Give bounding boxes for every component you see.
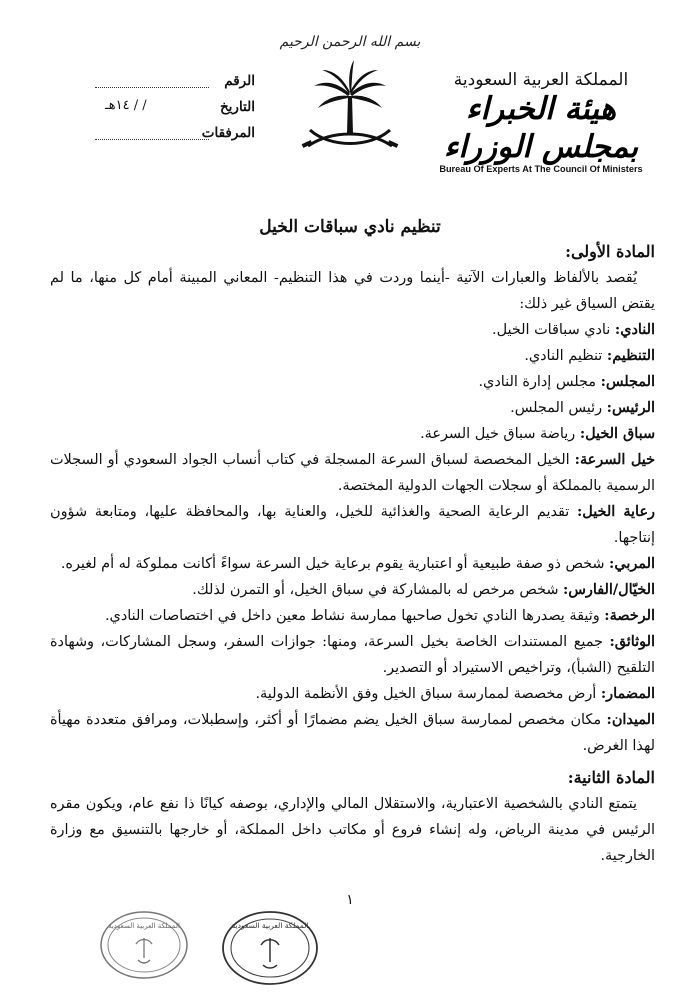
definition-item bbox=[50, 369, 655, 395]
date-label: التاريخ bbox=[219, 99, 255, 115]
palm-and-swords-emblem-icon bbox=[292, 56, 408, 160]
definition-text: شخص ذو صفة طبيعية أو اعتبارية يقوم برعاية خيل السرعة سواءً أكانت مملوكة له أم لغيره. bbox=[60, 556, 610, 572]
definition-term: رعاية الخيل: bbox=[576, 503, 655, 520]
definition-term: خيل السرعة: bbox=[574, 451, 655, 468]
definition-text: أرض مخصصة لممارسة سباق الخيل وفق الأنظمة الدولية. bbox=[255, 686, 601, 702]
definition-term: التنظيم: bbox=[606, 347, 655, 364]
definition-text: تنظيم النادي. bbox=[524, 348, 607, 364]
definition-item bbox=[50, 421, 655, 447]
definition-item bbox=[50, 603, 655, 629]
document-title: تنظيم نادي سباقات الخيل bbox=[259, 217, 441, 237]
definition-item bbox=[50, 447, 655, 499]
article-2-text: يتمتع النادي بالشخصية الاعتبارية، والاستقلال المالي والإداري، بوصفه كيانًا ذا نفع عام، ويكون مقره الرئيس في مدينة الرياض، وله إنشاء فروع أو مكاتب داخل المملكة، أو خارجها بالتنسيق مع وزارة الخارجية. bbox=[50, 796, 655, 864]
document-body bbox=[50, 239, 655, 869]
definition-term: الوثائق: bbox=[609, 633, 655, 650]
definition-item bbox=[50, 577, 655, 603]
attachments-field bbox=[95, 122, 255, 148]
definition-item bbox=[50, 551, 655, 577]
article-1-intro: يُقصد بالألفاظ والعبارات الآتية -أينما وردت في هذا التنظيم- المعاني المبينة أمام كل منها، ما لم يقتض السياق غير ذلك: bbox=[50, 270, 655, 312]
definition-term: الرخصة: bbox=[604, 607, 655, 624]
definition-term: المربي: bbox=[609, 555, 655, 572]
attachments-label: المرفقات bbox=[201, 125, 255, 141]
stamp-text: المملكة العربية السعودية bbox=[231, 921, 309, 930]
dotted-line bbox=[95, 87, 209, 88]
reference-number-label: الرقم bbox=[224, 73, 255, 89]
definition-item bbox=[50, 395, 655, 421]
article-1-heading: المادة الأولى: bbox=[565, 242, 655, 261]
article-2-heading: المادة الثانية: bbox=[567, 768, 655, 787]
stamp-text: المملكة العربية السعودية bbox=[108, 922, 180, 930]
definition-text: شخص مرخص له بالمشاركة في سباق الخيل، أو التمرن لذلك. bbox=[192, 582, 563, 598]
definition-text: رئيس المجلس. bbox=[510, 400, 607, 416]
definition-item bbox=[50, 681, 655, 707]
definition-term: الخيّال/الفارس: bbox=[563, 581, 655, 598]
definition-item bbox=[50, 499, 655, 551]
definition-term: المجلس: bbox=[600, 373, 655, 390]
date-value: / / ١٤هـ bbox=[105, 98, 147, 113]
definition-text: الخيل المخصصة لسباق السرعة المسجلة في كتاب أنساب الجواد السعودي أو السجلات الرسمية بالمملكة أو سجلات الجهات الدولية المختصة. bbox=[50, 452, 655, 494]
date-field bbox=[95, 96, 255, 122]
dotted-line bbox=[95, 139, 209, 140]
definition-text: تقديم الرعاية الصحية والغذائية للخيل، والعناية بها، والمحافظة عليها، ومتابعة شؤون إنتاجها. bbox=[50, 504, 655, 546]
definition-term: المضمار: bbox=[600, 685, 655, 702]
definition-text: نادي سباقات الخيل. bbox=[492, 322, 615, 338]
official-seal-stamp-icon bbox=[220, 908, 320, 988]
bureau-name-english: Bureau Of Experts At The Council Of Ministers bbox=[439, 164, 643, 174]
definition-term: النادي: bbox=[614, 321, 655, 338]
definition-item bbox=[50, 317, 655, 343]
definition-text: مكان مخصص لممارسة سباق الخيل يضم مضمارًا أو أكثر، وإسطبلات، ومرافق متعددة مهيأة لهذا الغرض. bbox=[50, 712, 655, 754]
definition-term: الرئيس: bbox=[606, 399, 655, 416]
bureau-name-arabic: هيئة الخبراء بمجلس الوزراء bbox=[443, 91, 639, 165]
definition-text: رياضة سباق خيل السرعة. bbox=[420, 426, 580, 442]
definition-item bbox=[50, 707, 655, 759]
definition-item bbox=[50, 629, 655, 681]
basmala: بسم الله الرحمن الرحيم bbox=[279, 34, 421, 50]
page-number: ١ bbox=[346, 892, 354, 908]
definition-text: وثيقة يصدرها النادي تخول صاحبها ممارسة نشاط معين داخل في اختصاصات النادي. bbox=[104, 608, 605, 624]
reference-number-field bbox=[95, 70, 255, 96]
definition-term: سباق الخيل: bbox=[579, 425, 655, 442]
reference-fields bbox=[95, 70, 255, 148]
official-seal-stamp-icon bbox=[98, 908, 190, 982]
definition-term: الميدان: bbox=[606, 711, 655, 728]
kingdom-name: المملكة العربية السعودية bbox=[453, 70, 629, 90]
definition-text: جميع المستندات الخاصة بخيل السرعة، ومنها: جوازات السفر، وسجل المشاركات، وشهادة التلقيح (الشبأ)، وتراخيص الاستيراد أو التصدير. bbox=[50, 634, 655, 676]
definition-text: مجلس إدارة النادي. bbox=[478, 374, 601, 390]
letterhead-organisation bbox=[426, 70, 656, 174]
definition-item bbox=[50, 343, 655, 369]
